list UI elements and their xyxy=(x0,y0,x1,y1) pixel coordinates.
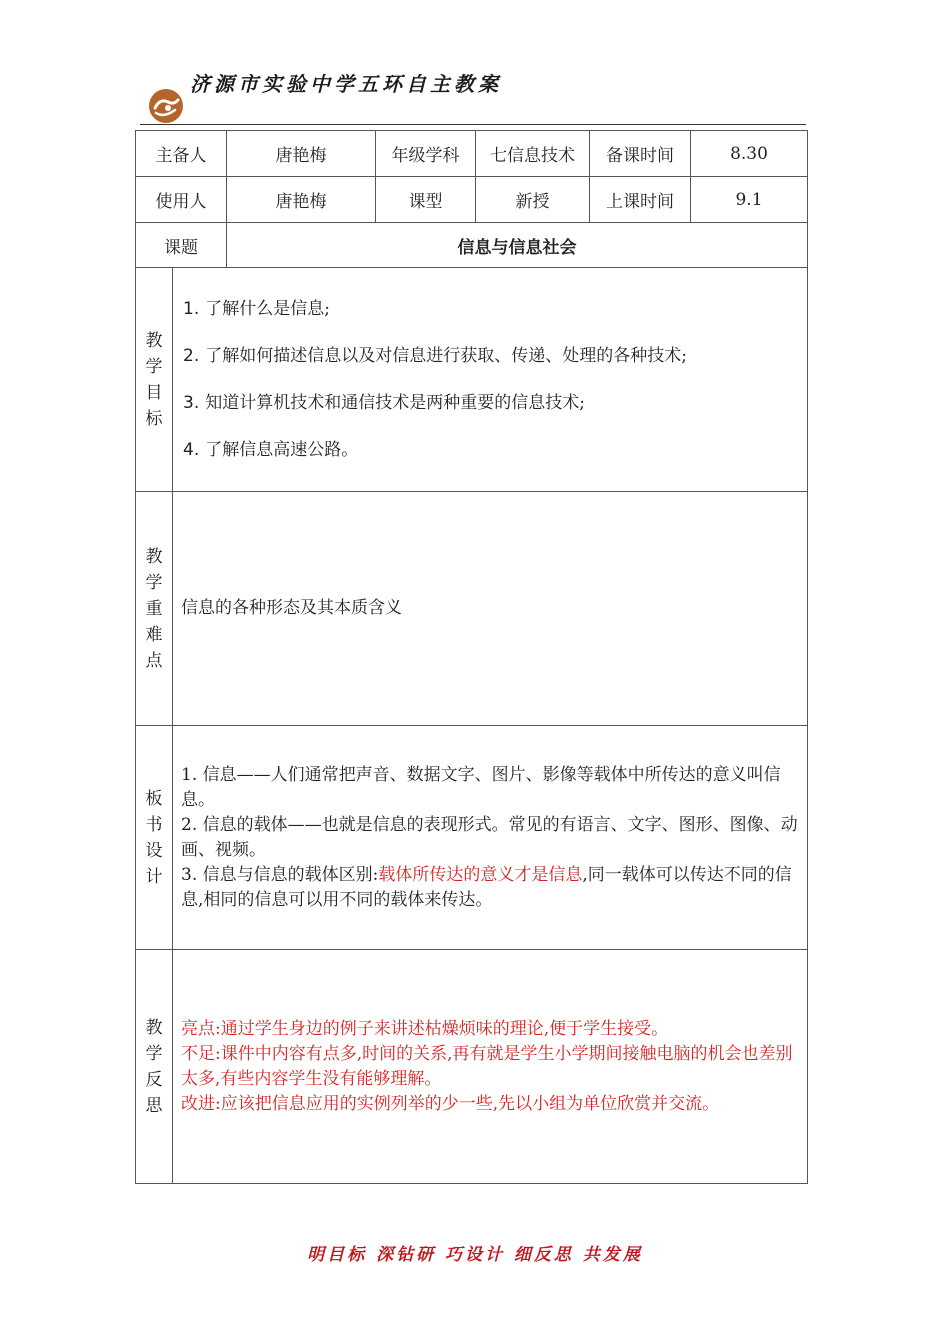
board-label-char: 板 xyxy=(145,788,163,809)
goal-number: 4. xyxy=(183,439,200,460)
key-points-label-char: 教 xyxy=(145,546,163,567)
goal-number: 3. xyxy=(183,392,200,413)
board-label-char: 计 xyxy=(145,866,163,887)
goals-label-char: 目 xyxy=(145,382,163,403)
class-time-value: 9.1 xyxy=(691,177,808,223)
key-points-label-char: 点 xyxy=(145,650,163,671)
school-name: 济源市实验中学五环自主教案 xyxy=(190,72,502,96)
user-value: 唐艳梅 xyxy=(227,177,376,223)
info-row-1 xyxy=(136,131,808,177)
goals-content xyxy=(173,268,808,492)
key-points-label-char: 学 xyxy=(145,572,163,593)
goal-text: 了解什么是信息; xyxy=(205,298,330,319)
topic-row xyxy=(136,223,808,268)
reflection-label-char: 反 xyxy=(145,1069,163,1090)
school-logo-icon xyxy=(148,88,184,124)
goal-number: 1. xyxy=(183,298,200,319)
goal-text: 了解信息高速公路。 xyxy=(205,439,359,460)
board-row xyxy=(136,726,808,950)
goal-number: 2. xyxy=(183,345,200,366)
goal-item xyxy=(183,380,799,427)
footer-motto: 明目标 深钻研 巧设计 细反思 共发展 xyxy=(307,1245,643,1265)
topic-label: 课题 xyxy=(136,223,227,268)
lesson-type-label: 课型 xyxy=(376,177,476,223)
key-points-value: 信息的各种形态及其本质含义 xyxy=(181,598,402,618)
goals-label xyxy=(136,268,173,492)
goal-item xyxy=(183,333,799,380)
prep-time-value: 8.30 xyxy=(691,131,808,177)
page-header xyxy=(140,60,806,126)
reflection-label-char: 教 xyxy=(145,1017,163,1038)
board-label-char: 书 xyxy=(145,814,163,835)
topic-value: 信息与信息社会 xyxy=(227,223,808,268)
header-divider xyxy=(140,124,806,125)
board-line-3-suffix: ,同一载体可以传达不同的信息,相同的信息可以用不同的载体来传达。 xyxy=(181,864,792,910)
board-content xyxy=(173,726,808,950)
lesson-type-value: 新授 xyxy=(476,177,590,223)
key-points-label xyxy=(136,492,173,726)
goal-text: 了解如何描述信息以及对信息进行获取、传递、处理的各种技术; xyxy=(205,345,687,366)
grade-subject-label: 年级学科 xyxy=(376,131,476,177)
goal-item xyxy=(183,286,799,333)
board-line-3 xyxy=(181,863,801,913)
board-line-1: 1. 信息——人们通常把声音、数据文字、图片、影像等载体中所传达的意义叫信息。 xyxy=(181,764,781,810)
reflection-label-char: 学 xyxy=(145,1043,163,1064)
info-row-2 xyxy=(136,177,808,223)
board-line-2: 2. 信息的载体——也就是信息的表现形式。常见的有语言、文字、图形、图像、动画、视频。 xyxy=(181,814,798,860)
user-label: 使用人 xyxy=(136,177,227,223)
key-points-label-char: 难 xyxy=(145,624,163,645)
grade-subject-value: 七信息技术 xyxy=(476,131,590,177)
reflection-improvement: 改进:应该把信息应用的实例列举的少一些,先以小组为单位欣赏并交流。 xyxy=(181,1093,720,1114)
board-line-3-prefix: 3. 信息与信息的载体区别: xyxy=(181,864,379,885)
goals-label-char: 学 xyxy=(145,356,163,377)
goals-label-char: 标 xyxy=(145,408,163,429)
goal-text: 知道计算机技术和通信技术是两种重要的信息技术; xyxy=(205,392,585,413)
board-label xyxy=(136,726,173,950)
reflection-highlight: 亮点:通过学生身边的例子来讲述枯燥烦味的理论,便于学生接受。 xyxy=(181,1018,669,1039)
goal-item xyxy=(183,427,799,474)
preparer-label: 主备人 xyxy=(136,131,227,177)
reflection-label-char: 思 xyxy=(145,1095,163,1116)
key-points-text xyxy=(173,492,808,726)
preparer-value: 唐艳梅 xyxy=(227,131,376,177)
reflection-label xyxy=(136,950,173,1184)
board-label-char: 设 xyxy=(145,840,163,861)
prep-time-label: 备课时间 xyxy=(590,131,691,177)
goals-label-char: 教 xyxy=(145,330,163,351)
reflection-row xyxy=(136,950,808,1184)
lesson-plan-table xyxy=(135,130,808,1184)
board-line-3-highlight: 载体所传达的意义才是信息 xyxy=(378,864,583,885)
reflection-content xyxy=(173,950,808,1184)
goals-row xyxy=(136,268,808,492)
key-points-row xyxy=(136,492,808,726)
class-time-label: 上课时间 xyxy=(590,177,691,223)
reflection-shortcoming: 不足:课件中内容有点多,时间的关系,再有就是学生小学期间接触电脑的机会也差别太多,有些内容学生没有能够理解。 xyxy=(181,1043,793,1089)
key-points-label-char: 重 xyxy=(145,598,163,619)
